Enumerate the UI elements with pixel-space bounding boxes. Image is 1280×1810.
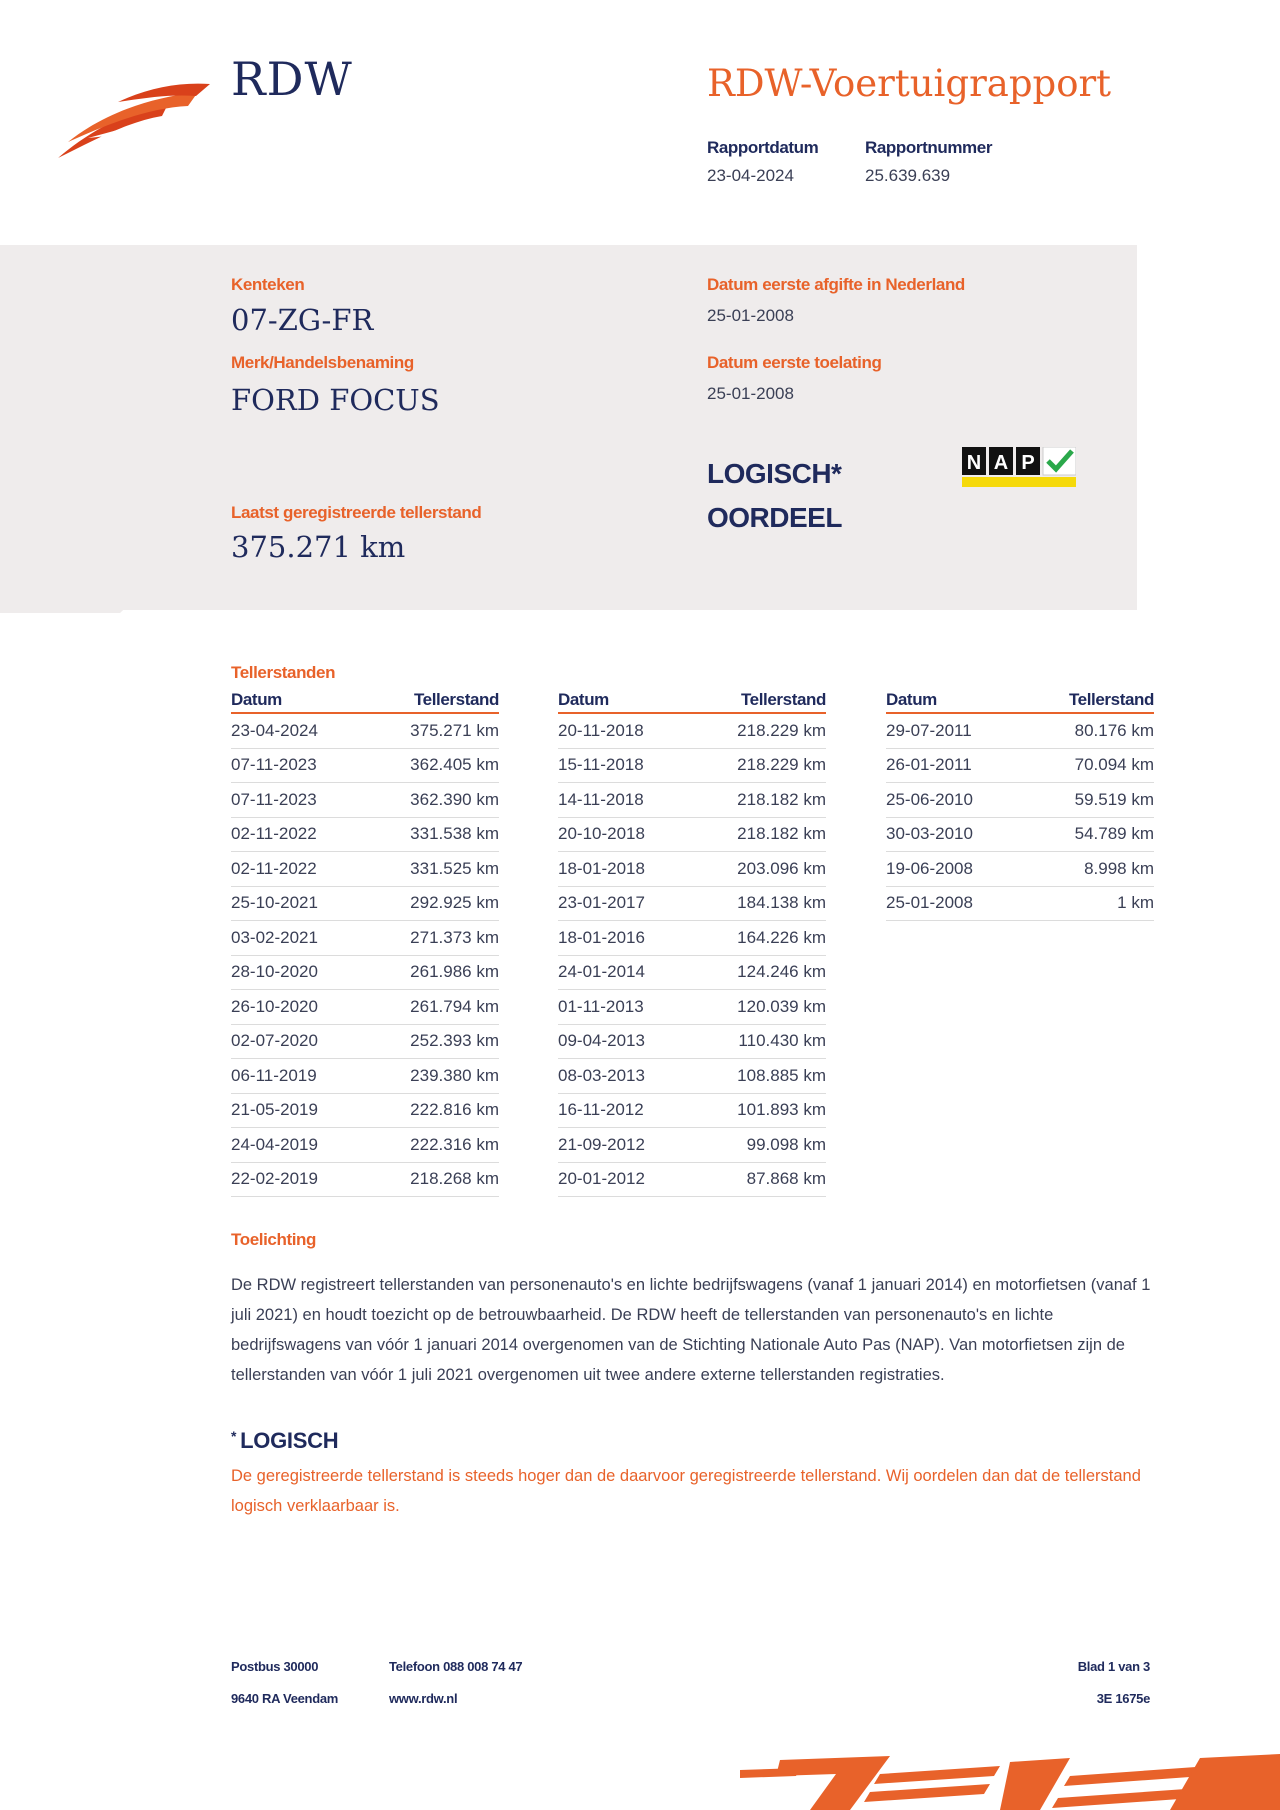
plate-value: 07-ZG-FR: [231, 303, 374, 337]
odometer-label: Laatst geregistreerde tellerstand: [231, 503, 482, 522]
reading-value: 218.229 km: [737, 755, 826, 775]
reading-date: 29-07-2011: [886, 720, 972, 740]
footer-web-link[interactable]: www.rdw.nl: [389, 1691, 458, 1706]
reading-date: 02-11-2022: [231, 858, 317, 878]
table-row: [558, 1094, 826, 1129]
table-row: [231, 818, 499, 853]
table-row: [886, 783, 1154, 818]
reading-value: 203.096 km: [737, 858, 826, 878]
explanation-title: Toelichting: [231, 1230, 316, 1249]
table-row: [558, 749, 826, 784]
first-admission-label: Datum eerste toelating: [707, 353, 882, 372]
reading-value: 218.268 km: [410, 1169, 499, 1189]
reading-date: 26-01-2011: [886, 755, 972, 775]
reading-value: 101.893 km: [737, 1100, 826, 1120]
table-row: [231, 1094, 499, 1129]
reading-date: 15-11-2018: [558, 755, 644, 775]
table-row: [231, 1025, 499, 1060]
table-row: [558, 818, 826, 853]
logisch-heading: [231, 1428, 338, 1454]
reading-date: 14-11-2018: [558, 789, 644, 809]
rdw-logo-icon: [58, 80, 210, 162]
reading-date: 02-11-2022: [231, 824, 317, 844]
make-label: Merk/Handelsbenaming: [231, 353, 414, 372]
report-date-value: 23-04-2024: [707, 166, 794, 185]
readings-table-header: [886, 690, 1154, 714]
panel-notch: [0, 583, 160, 615]
table-row: [558, 1025, 826, 1060]
table-row: [886, 714, 1154, 749]
first-nl-value: 25-01-2008: [707, 306, 794, 325]
report-number-block: [865, 138, 992, 186]
report-date-block: [707, 138, 818, 186]
reading-date: 01-11-2013: [558, 996, 644, 1016]
reading-value: 8.998 km: [1084, 858, 1154, 878]
reading-value: 59.519 km: [1074, 789, 1154, 809]
reading-value: 1 km: [1117, 893, 1154, 913]
table-row: [886, 749, 1154, 784]
table-row: [558, 1128, 826, 1163]
table-row: [231, 1163, 499, 1198]
nap-letter-n: N: [966, 452, 982, 474]
col-value-header: Tellerstand: [740, 690, 826, 709]
odometer-value: 375.271 km: [231, 530, 406, 564]
reading-value: 110.430 km: [738, 1031, 826, 1051]
reading-value: 99.098 km: [746, 1134, 826, 1154]
logisch-title: LOGISCH: [240, 1428, 339, 1453]
reading-date: 08-03-2013: [558, 1065, 645, 1085]
first-admission-value: 25-01-2008: [707, 384, 794, 403]
reading-date: 09-04-2013: [558, 1031, 645, 1051]
reading-date: 07-11-2023: [231, 789, 317, 809]
reading-date: 25-01-2008: [886, 893, 973, 913]
nap-logo-icon: [962, 447, 1076, 487]
table-row: [231, 956, 499, 991]
table-row: [231, 887, 499, 922]
reading-date: 21-09-2012: [558, 1134, 645, 1154]
reading-date: 23-01-2017: [558, 893, 645, 913]
reading-value: 222.316 km: [410, 1134, 499, 1154]
reading-date: 26-10-2020: [231, 996, 318, 1016]
reading-value: 218.182 km: [737, 824, 826, 844]
report-date-label: Rapportdatum: [707, 138, 819, 157]
reading-value: 218.182 km: [737, 789, 826, 809]
reading-value: 362.390 km: [410, 789, 499, 809]
reading-value: 239.380 km: [410, 1065, 499, 1085]
table-row: [558, 956, 826, 991]
readings-title: Tellerstanden: [231, 663, 336, 682]
reading-date: 30-03-2010: [886, 824, 973, 844]
reading-value: 184.138 km: [737, 893, 826, 913]
col-date-header: Datum: [886, 690, 937, 709]
reading-date: 20-10-2018: [558, 824, 645, 844]
footer-postbus: Postbus 30000: [231, 1659, 319, 1674]
reading-date: 20-11-2018: [558, 720, 644, 740]
table-row: [886, 887, 1154, 922]
make-value: FORD FOCUS: [231, 383, 440, 417]
reading-value: 87.868 km: [746, 1169, 826, 1189]
table-row: [558, 714, 826, 749]
table-row: [231, 1128, 499, 1163]
footer-page: Blad 1 van 3: [1077, 1659, 1150, 1674]
col-value-header: Tellerstand: [413, 690, 499, 709]
logisch-text: De geregistreerde tellerstand is steeds hoger dan de daarvoor geregistreerde tellerstand. Wij oordelen dan dat de tellerstand logisch verklaarbaar is.: [231, 1467, 1141, 1515]
footer-code: 3E 1675e: [1096, 1691, 1150, 1706]
reading-date: 25-06-2010: [886, 789, 973, 809]
table-row: [558, 1163, 826, 1198]
reading-value: 218.229 km: [737, 720, 826, 740]
footer-phone: Telefoon 088 008 74 47: [389, 1659, 523, 1674]
reading-date: 28-10-2020: [231, 962, 318, 982]
reading-value: 164.226 km: [737, 927, 826, 947]
logisch-marker: *: [231, 1428, 237, 1444]
table-row: [558, 783, 826, 818]
reading-date: 03-02-2021: [231, 927, 318, 947]
reading-value: 252.393 km: [410, 1031, 499, 1051]
readings-table-header: [558, 690, 826, 714]
reading-value: 124.246 km: [737, 962, 826, 982]
reading-value: 222.816 km: [410, 1100, 499, 1120]
reading-date: 21-05-2019: [231, 1100, 318, 1120]
reading-date: 18-01-2016: [558, 927, 645, 947]
plate-label: Kenteken: [231, 275, 305, 294]
report-number-label: Rapportnummer: [865, 138, 993, 157]
reading-date: 24-01-2014: [558, 962, 645, 982]
table-row: [231, 714, 499, 749]
reading-value: 54.789 km: [1074, 824, 1154, 844]
reading-date: 20-01-2012: [558, 1169, 645, 1189]
reading-value: 261.794 km: [410, 996, 499, 1016]
table-row: [231, 783, 499, 818]
reading-value: 108.885 km: [737, 1065, 826, 1085]
table-row: [558, 852, 826, 887]
reading-value: 292.925 km: [410, 893, 499, 913]
table-row: [558, 921, 826, 956]
readings-table-1: [231, 690, 499, 1197]
reading-date: 19-06-2008: [886, 858, 973, 878]
reading-value: 70.094 km: [1074, 755, 1154, 775]
table-row: [558, 887, 826, 922]
reading-value: 331.525 km: [410, 858, 499, 878]
table-row: [231, 990, 499, 1025]
reading-value: 80.176 km: [1074, 720, 1154, 740]
table-row: [886, 852, 1154, 887]
table-row: [558, 990, 826, 1025]
verdict-line-1: LOGISCH*: [707, 458, 842, 489]
report-title: RDW-Voertuigrapport: [707, 62, 1112, 105]
reading-date: 18-01-2018: [558, 858, 645, 878]
brand-name: RDW: [231, 52, 353, 106]
readings-table-3: [886, 690, 1154, 921]
rdw-stripes-icon: [740, 1752, 1280, 1810]
reading-date: 07-11-2023: [231, 755, 317, 775]
reading-date: 24-04-2019: [231, 1134, 318, 1154]
footer-address: 9640 RA Veendam: [231, 1691, 339, 1706]
col-value-header: Tellerstand: [1068, 690, 1154, 709]
table-row: [558, 1059, 826, 1094]
readings-table-2: [558, 690, 826, 1197]
vehicle-summary-panel: [0, 245, 1137, 610]
reading-value: 331.538 km: [410, 824, 499, 844]
col-date-header: Datum: [558, 690, 609, 709]
first-nl-label: Datum eerste afgifte in Nederland: [707, 275, 965, 294]
reading-date: 16-11-2012: [558, 1100, 644, 1120]
reading-date: 25-10-2021: [231, 893, 318, 913]
col-date-header: Datum: [231, 690, 282, 709]
reading-value: 271.373 km: [410, 927, 499, 947]
readings-table-header: [231, 690, 499, 714]
table-row: [886, 818, 1154, 853]
report-number-value: 25.639.639: [865, 166, 951, 185]
nap-letter-a: A: [993, 452, 1009, 474]
nap-letter-p: P: [1021, 452, 1035, 474]
reading-date: 23-04-2024: [231, 720, 318, 740]
verdict: [707, 452, 842, 540]
reading-value: 375.271 km: [410, 720, 499, 740]
table-row: [231, 921, 499, 956]
table-row: [231, 852, 499, 887]
reading-date: 22-02-2019: [231, 1169, 318, 1189]
reading-value: 362.405 km: [410, 755, 499, 775]
explanation-text: De RDW registreert tellerstanden van personenauto's en lichte bedrijfswagens (vanaf 1 januari 2014) en motorfietsen (vanaf 1 juli 2021) en houdt toezicht op de betrouwbaarheid. De RDW heeft de tellerstanden van personenauto's en lichte bedrijfswagens van vóór 1 januari 2014 overgenomen van de Stichting Nationale Auto Pas (NAP). Van motorfietsen zijn de tellerstanden van vóór 1 juli 2021 overgenomen uit twee andere externe tellerstanden registraties.: [231, 1276, 1151, 1384]
reading-value: 120.039 km: [737, 996, 826, 1016]
reading-date: 02-07-2020: [231, 1031, 318, 1051]
table-row: [231, 1059, 499, 1094]
reading-date: 06-11-2019: [231, 1065, 317, 1085]
verdict-line-2: OORDEEL: [707, 502, 842, 533]
reading-value: 261.986 km: [410, 962, 499, 982]
table-row: [231, 749, 499, 784]
